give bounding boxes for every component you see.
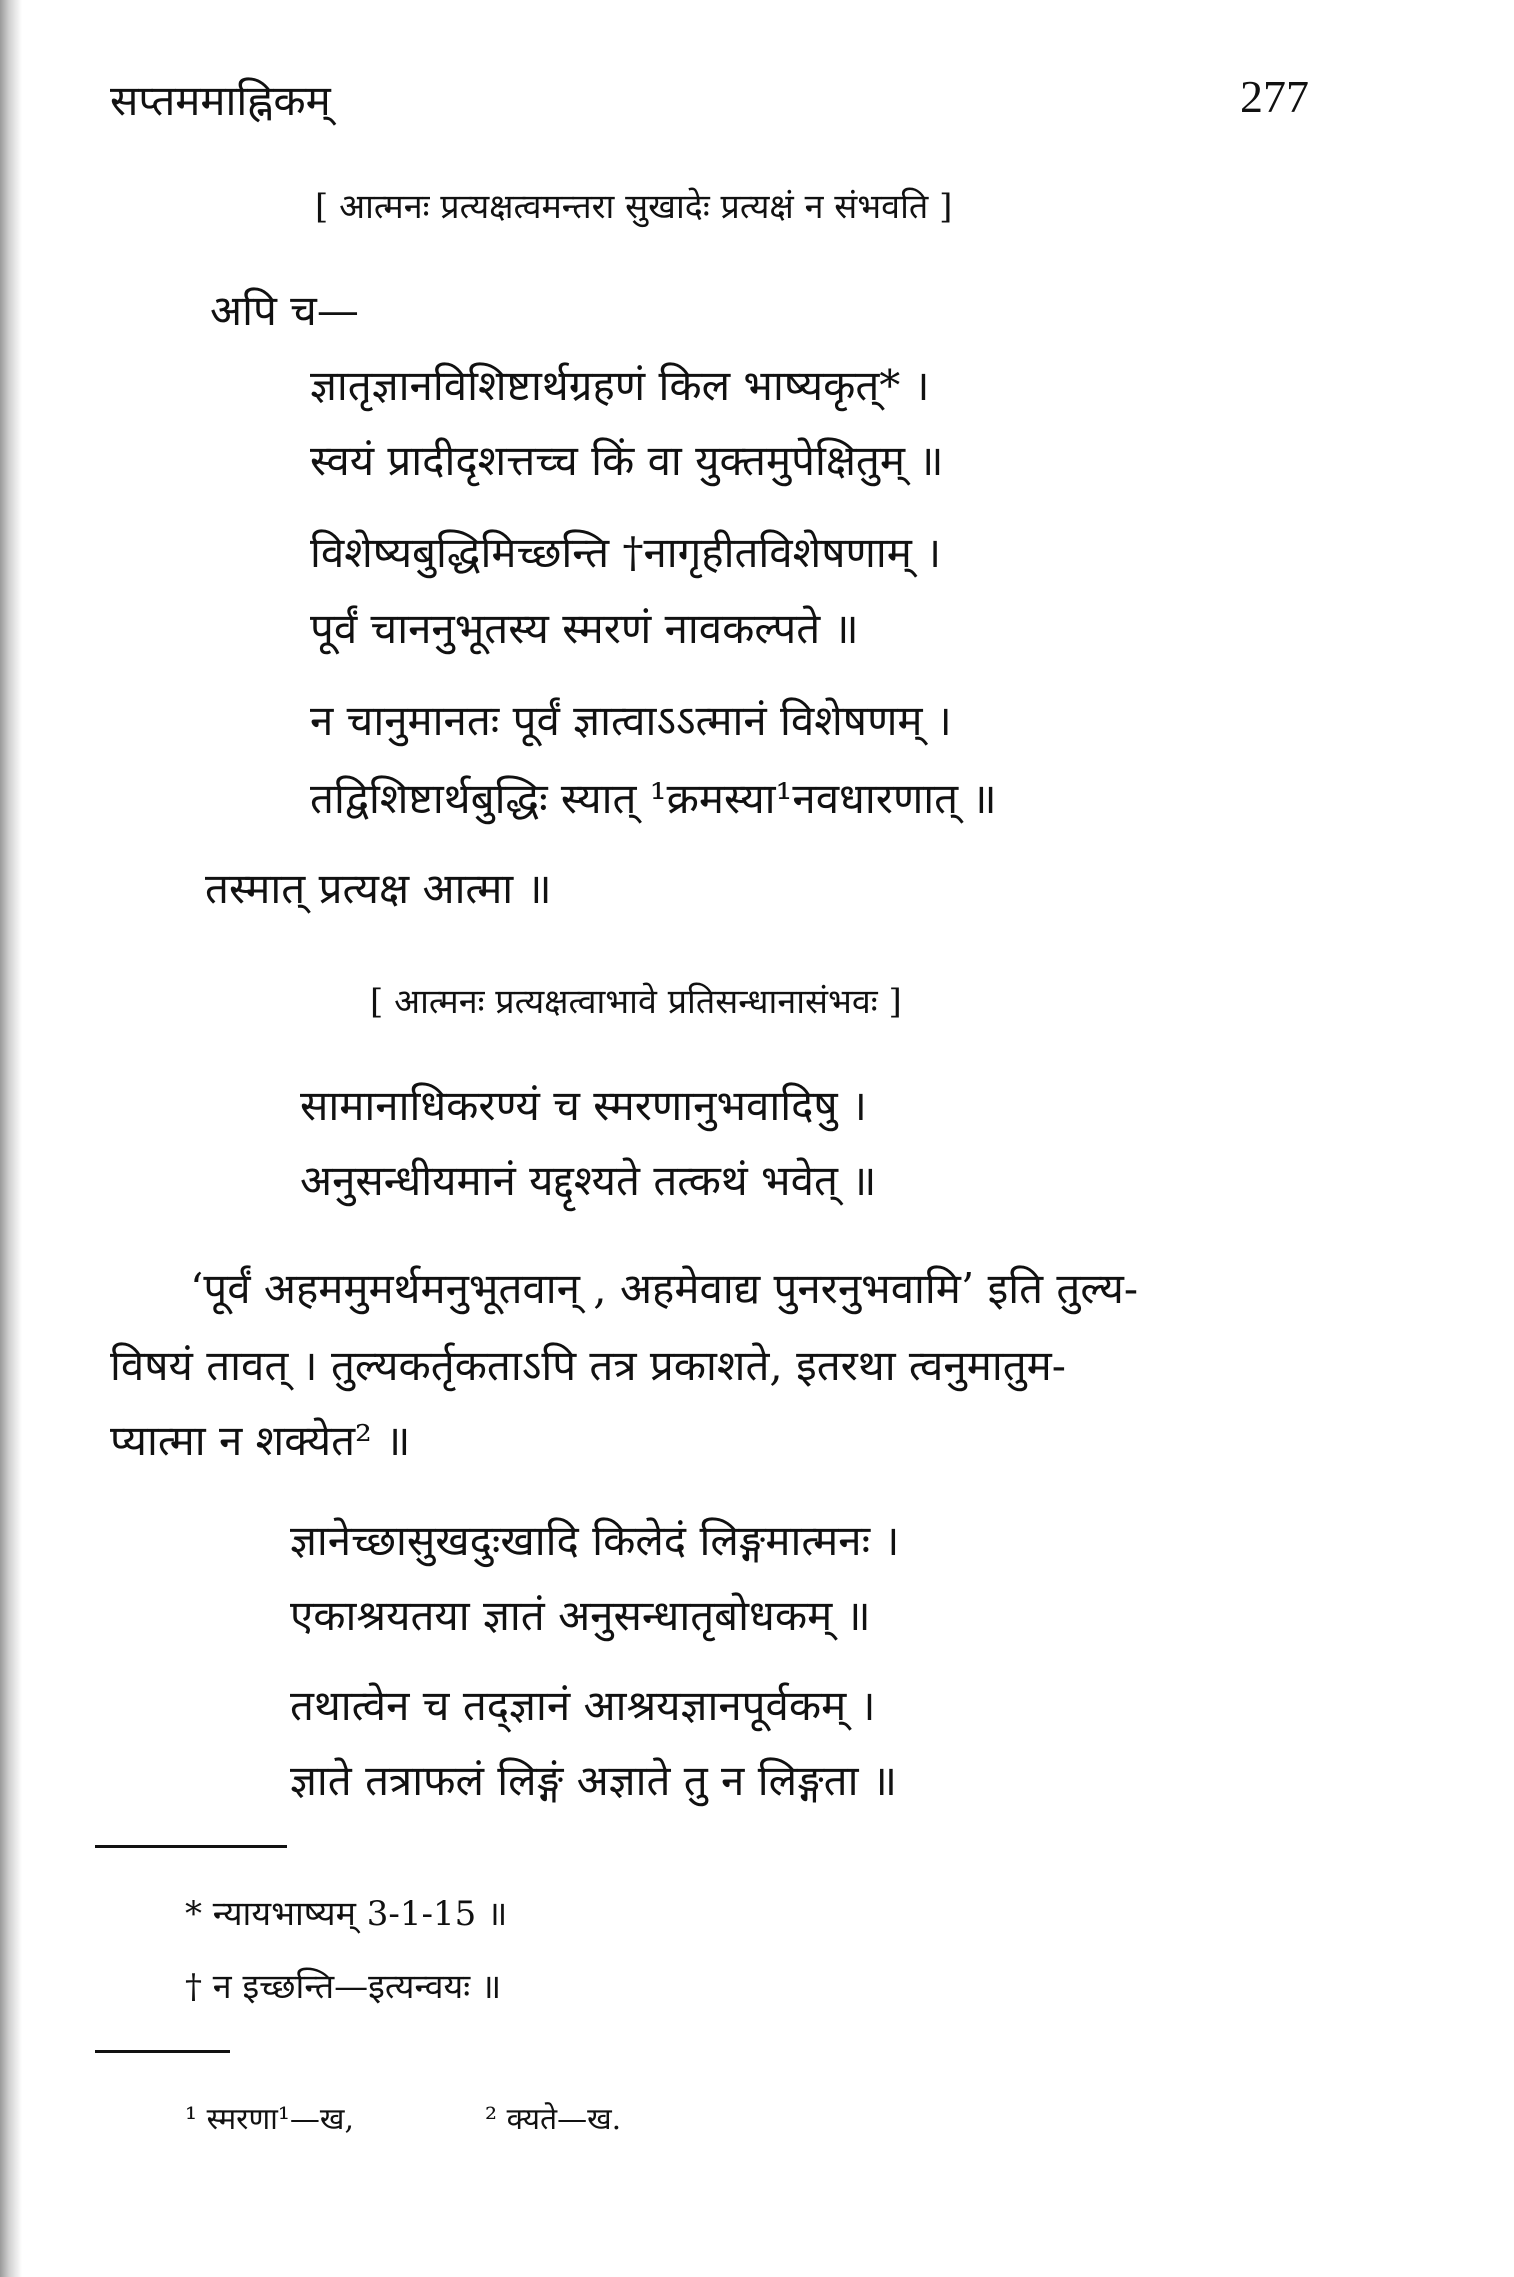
prose-line-2: विषयं तावत् । तुल्यकर्तृकताऽपि तत्र प्रकाशते, इतरथा त्वनुमातुम- bbox=[110, 1341, 1066, 1390]
prose-line-1: ‘पूर्वं अहममुमर्थमनुभूतवान् , अहमेवाद्य पुनरनुभवामि’ इति तुल्य- bbox=[190, 1264, 1139, 1313]
footnote-separator-1 bbox=[95, 1845, 287, 1848]
footnote-star: * न्यायभाष्यम् 3-1-15 ॥ bbox=[185, 1894, 508, 1934]
verse-line-6: तद्विशिष्टार्थबुद्धिः स्यात् ¹क्रमस्या¹नवधारणात् ॥ bbox=[310, 774, 997, 823]
verse-line-7: सामानाधिकरण्यं च स्मरणानुभवादिषु । bbox=[300, 1081, 867, 1130]
verse-line-8: अनुसन्धीयमानं यद्दृश्यते तत्कथं भवेत् ॥ bbox=[300, 1156, 877, 1205]
verse-line-10: एकाश्रयतया ज्ञातं अनुसन्धातृबोधकम् ॥ bbox=[290, 1591, 871, 1640]
book-spine-shadow bbox=[0, 0, 22, 2277]
page-number: 277 bbox=[1240, 71, 1309, 122]
verse-line-9: ज्ञानेच्छासुखदुःखादि किलेदं लिङ्गमात्मनः । bbox=[290, 1516, 900, 1565]
running-title: सप्तममाह्निकम् bbox=[110, 76, 331, 125]
section-heading-1: [ आत्मनः प्रत्यक्षत्वमन्तरा सुखादेः प्रत्यक्षं न संभवति ] bbox=[315, 187, 953, 227]
footnote-dagger: † न इच्छन्ति—इत्यन्वयः ॥ bbox=[185, 1967, 502, 2007]
intro-text: अपि च— bbox=[210, 286, 359, 335]
verse-line-11: तथात्वेन च तद्ज्ञानं आश्रयज्ञानपूर्वकम् । bbox=[290, 1681, 876, 1730]
footnote-separator-2 bbox=[95, 2050, 230, 2053]
prose-line-3: प्यात्मा न श‍क्येत² ॥ bbox=[110, 1416, 411, 1465]
variant-reading-1: ¹ स्मरणा¹—ख, bbox=[185, 2102, 355, 2137]
verse-line-4: पूर्वं चाननुभूतस्य स्मरणं नावकल्पते ॥ bbox=[310, 604, 859, 653]
variant-reading-2: ² क्यते—ख. bbox=[485, 2102, 622, 2137]
verse-line-5: न चानुमानतः पूर्वं ज्ञात्वाऽऽत्मानं विशेषणम् । bbox=[310, 696, 952, 745]
section-heading-2: [ आत्मनः प्रत्यक्षत्वाभावे प्रतिसन्धानासंभवः ] bbox=[370, 982, 902, 1022]
verse-line-3: विशेष्यबुद्धिमिच्छन्ति †नागृहीतविशेषणाम् । bbox=[310, 528, 942, 577]
conclusion-line: तस्मात् प्रत्यक्ष आत्मा ॥ bbox=[205, 864, 552, 913]
verse-line-1: ज्ञातृज्ञानविशिष्टार्थग्रहणं किल भाष्यकृत्* । bbox=[310, 361, 930, 410]
verse-line-12: ज्ञाते तत्राफलं लिङ्गं अज्ञाते तु न लिङ्गता ॥ bbox=[290, 1756, 897, 1805]
verse-line-2: स्वयं प्रादीदृशत्तच्च किं वा युक्तमुपेक्षितुम् ॥ bbox=[310, 436, 944, 485]
